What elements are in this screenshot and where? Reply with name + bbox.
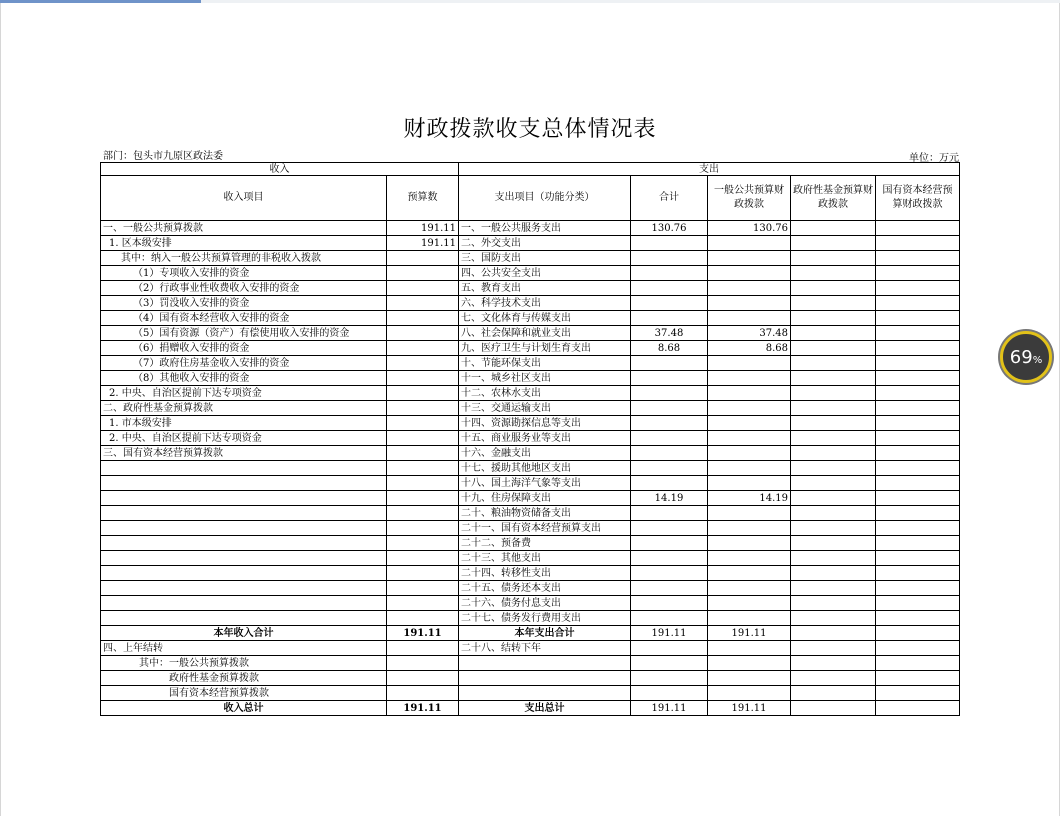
budget-amount — [387, 416, 459, 431]
expense-item: 支出总计 — [459, 701, 631, 716]
expense-item — [459, 686, 631, 701]
table-row — [101, 641, 960, 656]
table-row — [101, 236, 960, 251]
budget-amount: 191.11 — [387, 236, 459, 251]
budget-amount — [387, 446, 459, 461]
gov-fund-amount — [791, 701, 876, 716]
state-capital-amount — [876, 236, 960, 251]
state-capital-amount — [876, 251, 960, 266]
expense-item: 十三、交通运输支出 — [459, 401, 631, 416]
gov-fund-amount — [791, 296, 876, 311]
state-capital-amount — [876, 596, 960, 611]
total-amount — [631, 671, 708, 686]
state-capital-amount — [876, 326, 960, 341]
budget-amount: 191.11 — [387, 626, 459, 641]
total-amount: 130.76 — [631, 221, 708, 236]
state-capital-amount — [876, 266, 960, 281]
table-row — [101, 596, 960, 611]
state-capital-amount — [876, 521, 960, 536]
gov-fund-amount — [791, 236, 876, 251]
general-budget-amount — [708, 686, 791, 701]
state-capital-amount — [876, 566, 960, 581]
expense-item — [459, 671, 631, 686]
total-amount — [631, 551, 708, 566]
table-row — [101, 551, 960, 566]
table-row — [101, 476, 960, 491]
general-budget-amount — [708, 551, 791, 566]
general-budget-amount — [708, 401, 791, 416]
income-item — [101, 491, 387, 506]
gov-fund-amount — [791, 341, 876, 356]
expense-item: 六、科学技术支出 — [459, 296, 631, 311]
expense-item: 十九、住房保障支出 — [459, 491, 631, 506]
total-amount — [631, 311, 708, 326]
budget-amount — [387, 611, 459, 626]
table-row — [101, 311, 960, 326]
table-row — [101, 671, 960, 686]
income-item: 其中：纳入一般公共预算管理的非税收入拨款 — [101, 251, 387, 266]
col-income-item: 收入项目 — [101, 176, 387, 221]
income-item: （3）罚没收入安排的资金 — [101, 296, 387, 311]
income-item: （1）专项收入安排的资金 — [101, 266, 387, 281]
col-state-capital: 国有资本经营预算财政拨款 — [876, 176, 960, 221]
state-capital-amount — [876, 371, 960, 386]
expense-item: 二十五、债务还本支出 — [459, 581, 631, 596]
table-row — [101, 296, 960, 311]
gov-fund-amount — [791, 461, 876, 476]
general-budget-amount — [708, 356, 791, 371]
income-item — [101, 596, 387, 611]
general-budget-amount — [708, 371, 791, 386]
table-row — [101, 446, 960, 461]
budget-amount — [387, 431, 459, 446]
total-amount — [631, 416, 708, 431]
general-budget-amount: 191.11 — [708, 701, 791, 716]
expense-item: 一、一般公共服务支出 — [459, 221, 631, 236]
expense-item: 十二、农林水支出 — [459, 386, 631, 401]
total-amount: 37.48 — [631, 326, 708, 341]
budget-amount — [387, 506, 459, 521]
total-amount — [631, 656, 708, 671]
expense-item — [459, 656, 631, 671]
income-item: （5）国有资源（资产）有偿使用收入安排的资金 — [101, 326, 387, 341]
state-capital-amount — [876, 551, 960, 566]
income-item: （7）政府住房基金收入安排的资金 — [101, 356, 387, 371]
income-item: （6）捐赠收入安排的资金 — [101, 341, 387, 356]
state-capital-amount — [876, 386, 960, 401]
general-budget-amount — [708, 521, 791, 536]
income-item: 二、政府性基金预算拨款 — [101, 401, 387, 416]
expense-item: 五、教育支出 — [459, 281, 631, 296]
income-item: 政府性基金预算拨款 — [101, 671, 387, 686]
table-row — [101, 536, 960, 551]
gov-fund-amount — [791, 566, 876, 581]
total-amount — [631, 566, 708, 581]
budget-amount — [387, 371, 459, 386]
gov-fund-amount — [791, 266, 876, 281]
gov-fund-amount — [791, 491, 876, 506]
state-capital-amount — [876, 446, 960, 461]
gov-fund-amount — [791, 506, 876, 521]
total-amount — [631, 611, 708, 626]
state-capital-amount — [876, 296, 960, 311]
income-item: （8）其他收入安排的资金 — [101, 371, 387, 386]
general-budget-amount — [708, 476, 791, 491]
income-item — [101, 611, 387, 626]
gov-fund-amount — [791, 551, 876, 566]
header-row-columns — [101, 176, 960, 221]
budget-amount — [387, 341, 459, 356]
income-item: （4）国有资本经营收入安排的资金 — [101, 311, 387, 326]
general-budget-amount — [708, 431, 791, 446]
income-group-header: 收入 — [101, 163, 459, 176]
total-amount — [631, 476, 708, 491]
general-budget-amount — [708, 611, 791, 626]
table-row — [101, 521, 960, 536]
expense-item: 二十一、国有资本经营预算支出 — [459, 521, 631, 536]
gov-fund-amount — [791, 371, 876, 386]
general-budget-amount — [708, 656, 791, 671]
state-capital-amount — [876, 656, 960, 671]
total-amount — [631, 296, 708, 311]
income-item — [101, 536, 387, 551]
budget-amount — [387, 311, 459, 326]
general-budget-amount — [708, 266, 791, 281]
state-capital-amount — [876, 686, 960, 701]
general-budget-amount: 191.11 — [708, 626, 791, 641]
gov-fund-amount — [791, 686, 876, 701]
total-amount: 14.19 — [631, 491, 708, 506]
budget-amount — [387, 401, 459, 416]
state-capital-amount — [876, 311, 960, 326]
table-row — [101, 611, 960, 626]
expense-item: 八、社会保障和就业支出 — [459, 326, 631, 341]
table-row — [101, 656, 960, 671]
state-capital-amount — [876, 431, 960, 446]
gov-fund-amount — [791, 356, 876, 371]
general-budget-amount — [708, 236, 791, 251]
expense-item: 二、外交支出 — [459, 236, 631, 251]
gov-fund-amount — [791, 401, 876, 416]
department-label: 部门：包头市九原区政法委 — [103, 151, 223, 162]
gov-fund-amount — [791, 626, 876, 641]
gov-fund-amount — [791, 521, 876, 536]
income-item — [101, 476, 387, 491]
table-row — [101, 506, 960, 521]
state-capital-amount — [876, 221, 960, 236]
income-item — [101, 521, 387, 536]
gov-fund-amount — [791, 656, 876, 671]
budget-amount — [387, 356, 459, 371]
budget-amount — [387, 566, 459, 581]
state-capital-amount — [876, 356, 960, 371]
expense-item: 十七、援助其他地区支出 — [459, 461, 631, 476]
state-capital-amount — [876, 611, 960, 626]
state-capital-amount — [876, 506, 960, 521]
budget-amount — [387, 251, 459, 266]
table-row — [101, 626, 960, 641]
income-item — [101, 566, 387, 581]
general-budget-amount: 14.19 — [708, 491, 791, 506]
income-item: 其中：一般公共预算拨款 — [101, 656, 387, 671]
budget-amount — [387, 476, 459, 491]
total-amount — [631, 431, 708, 446]
expense-item: 十五、商业服务业等支出 — [459, 431, 631, 446]
total-amount — [631, 581, 708, 596]
state-capital-amount — [876, 476, 960, 491]
income-item: 本年收入合计 — [101, 626, 387, 641]
header-row-group — [101, 163, 960, 176]
budget-amount — [387, 266, 459, 281]
total-amount — [631, 371, 708, 386]
expense-item: 二十二、预备费 — [459, 536, 631, 551]
total-amount: 8.68 — [631, 341, 708, 356]
expense-item: 二十、粮油物资储备支出 — [459, 506, 631, 521]
col-general-budget: 一般公共预算财政拨款 — [708, 176, 791, 221]
budget-amount — [387, 641, 459, 656]
total-amount — [631, 401, 708, 416]
state-capital-amount — [876, 701, 960, 716]
general-budget-amount — [708, 296, 791, 311]
table-row — [101, 416, 960, 431]
expense-item: 十四、资源勘探信息等支出 — [459, 416, 631, 431]
table-row — [101, 251, 960, 266]
income-item — [101, 461, 387, 476]
gov-fund-amount — [791, 581, 876, 596]
general-budget-amount — [708, 416, 791, 431]
expense-item: 二十六、债务付息支出 — [459, 596, 631, 611]
gov-fund-amount — [791, 431, 876, 446]
budget-amount — [387, 281, 459, 296]
budget-amount — [387, 461, 459, 476]
expense-item: 十、节能环保支出 — [459, 356, 631, 371]
expense-item: 七、文化体育与传媒支出 — [459, 311, 631, 326]
zoom-value: 69 — [1009, 346, 1033, 368]
expense-item: 九、医疗卫生与计划生育支出 — [459, 341, 631, 356]
state-capital-amount — [876, 281, 960, 296]
general-budget-amount — [708, 581, 791, 596]
expense-item: 十八、国土海洋气象等支出 — [459, 476, 631, 491]
gov-fund-amount — [791, 311, 876, 326]
income-item: 1. 区本级安排 — [101, 236, 387, 251]
income-item: 一、一般公共预算拨款 — [101, 221, 387, 236]
table-row — [101, 566, 960, 581]
state-capital-amount — [876, 341, 960, 356]
general-budget-amount — [708, 536, 791, 551]
income-item: 国有资本经营预算拨款 — [101, 686, 387, 701]
total-amount — [631, 446, 708, 461]
income-item: 2. 中央、自治区提前下达专项资金 — [101, 431, 387, 446]
table-row — [101, 491, 960, 506]
total-amount — [631, 686, 708, 701]
budget-amount — [387, 686, 459, 701]
total-amount — [631, 461, 708, 476]
state-capital-amount — [876, 536, 960, 551]
state-capital-amount — [876, 401, 960, 416]
income-item — [101, 506, 387, 521]
total-amount — [631, 251, 708, 266]
total-amount — [631, 281, 708, 296]
general-budget-amount — [708, 461, 791, 476]
total-amount — [631, 236, 708, 251]
income-item: 2. 中央、自治区提前下达专项资金 — [101, 386, 387, 401]
budget-amount — [387, 671, 459, 686]
expense-group-header: 支出 — [459, 163, 960, 176]
expense-item: 二十八、结转下年 — [459, 641, 631, 656]
gov-fund-amount — [791, 476, 876, 491]
col-budget: 预算数 — [387, 176, 459, 221]
general-budget-amount — [708, 251, 791, 266]
gov-fund-amount — [791, 596, 876, 611]
finance-table — [100, 162, 960, 716]
table-row — [101, 266, 960, 281]
budget-amount — [387, 536, 459, 551]
general-budget-amount — [708, 671, 791, 686]
total-amount: 191.11 — [631, 626, 708, 641]
gov-fund-amount — [791, 611, 876, 626]
expense-item: 二十三、其他支出 — [459, 551, 631, 566]
general-budget-amount — [708, 446, 791, 461]
income-item: 收入总计 — [101, 701, 387, 716]
gov-fund-amount — [791, 536, 876, 551]
table-row — [101, 701, 960, 716]
table-row — [101, 341, 960, 356]
general-budget-amount: 130.76 — [708, 221, 791, 236]
gov-fund-amount — [791, 641, 876, 656]
total-amount — [631, 536, 708, 551]
general-budget-amount: 8.68 — [708, 341, 791, 356]
table-row — [101, 326, 960, 341]
expense-item: 十六、金融支出 — [459, 446, 631, 461]
general-budget-amount — [708, 641, 791, 656]
table-row — [101, 581, 960, 596]
zoom-badge[interactable] — [1000, 331, 1052, 383]
total-amount — [631, 266, 708, 281]
total-amount — [631, 506, 708, 521]
document-title: 财政拨款收支总体情况表 — [403, 117, 657, 142]
state-capital-amount — [876, 491, 960, 506]
gov-fund-amount — [791, 416, 876, 431]
total-amount — [631, 356, 708, 371]
state-capital-amount — [876, 581, 960, 596]
total-amount — [631, 386, 708, 401]
gov-fund-amount — [791, 386, 876, 401]
income-item — [101, 551, 387, 566]
budget-amount — [387, 551, 459, 566]
table-row — [101, 221, 960, 236]
table-row — [101, 386, 960, 401]
state-capital-amount — [876, 626, 960, 641]
budget-amount — [387, 581, 459, 596]
general-budget-amount — [708, 386, 791, 401]
state-capital-amount — [876, 461, 960, 476]
table-row — [101, 431, 960, 446]
table-row — [101, 356, 960, 371]
budget-amount — [387, 326, 459, 341]
income-item: 四、上年结转 — [101, 641, 387, 656]
zoom-unit: % — [1032, 354, 1043, 366]
expense-item: 二十四、转移性支出 — [459, 566, 631, 581]
general-budget-amount — [708, 506, 791, 521]
income-item: 1. 市本级安排 — [101, 416, 387, 431]
state-capital-amount — [876, 641, 960, 656]
expense-item: 二十七、债务发行费用支出 — [459, 611, 631, 626]
general-budget-amount: 37.48 — [708, 326, 791, 341]
general-budget-amount — [708, 311, 791, 326]
expense-item: 四、公共安全支出 — [459, 266, 631, 281]
unit-label: 单位：万元 — [909, 153, 959, 164]
general-budget-amount — [708, 281, 791, 296]
general-budget-amount — [708, 596, 791, 611]
table-row — [101, 461, 960, 476]
budget-amount — [387, 296, 459, 311]
budget-amount — [387, 656, 459, 671]
general-budget-amount — [708, 566, 791, 581]
table-row — [101, 371, 960, 386]
expense-item: 本年支出合计 — [459, 626, 631, 641]
state-capital-amount — [876, 671, 960, 686]
col-gov-fund: 政府性基金预算财政拨款 — [791, 176, 876, 221]
total-amount: 191.11 — [631, 701, 708, 716]
budget-amount: 191.11 — [387, 221, 459, 236]
income-item — [101, 581, 387, 596]
gov-fund-amount — [791, 446, 876, 461]
expense-item: 十一、城乡社区支出 — [459, 371, 631, 386]
total-amount — [631, 641, 708, 656]
col-total: 合计 — [631, 176, 708, 221]
budget-amount — [387, 521, 459, 536]
total-amount — [631, 521, 708, 536]
gov-fund-amount — [791, 671, 876, 686]
gov-fund-amount — [791, 326, 876, 341]
table-row — [101, 686, 960, 701]
table-row — [101, 281, 960, 296]
gov-fund-amount — [791, 251, 876, 266]
budget-amount — [387, 596, 459, 611]
state-capital-amount — [876, 416, 960, 431]
total-amount — [631, 596, 708, 611]
budget-amount: 191.11 — [387, 701, 459, 716]
expense-item: 三、国防支出 — [459, 251, 631, 266]
table-row — [101, 401, 960, 416]
gov-fund-amount — [791, 281, 876, 296]
budget-amount — [387, 386, 459, 401]
income-item: （2）行政事业性收费收入安排的资金 — [101, 281, 387, 296]
gov-fund-amount — [791, 221, 876, 236]
income-item: 三、国有资本经营预算拨款 — [101, 446, 387, 461]
col-expense-item: 支出项目（功能分类） — [459, 176, 631, 221]
budget-amount — [387, 491, 459, 506]
